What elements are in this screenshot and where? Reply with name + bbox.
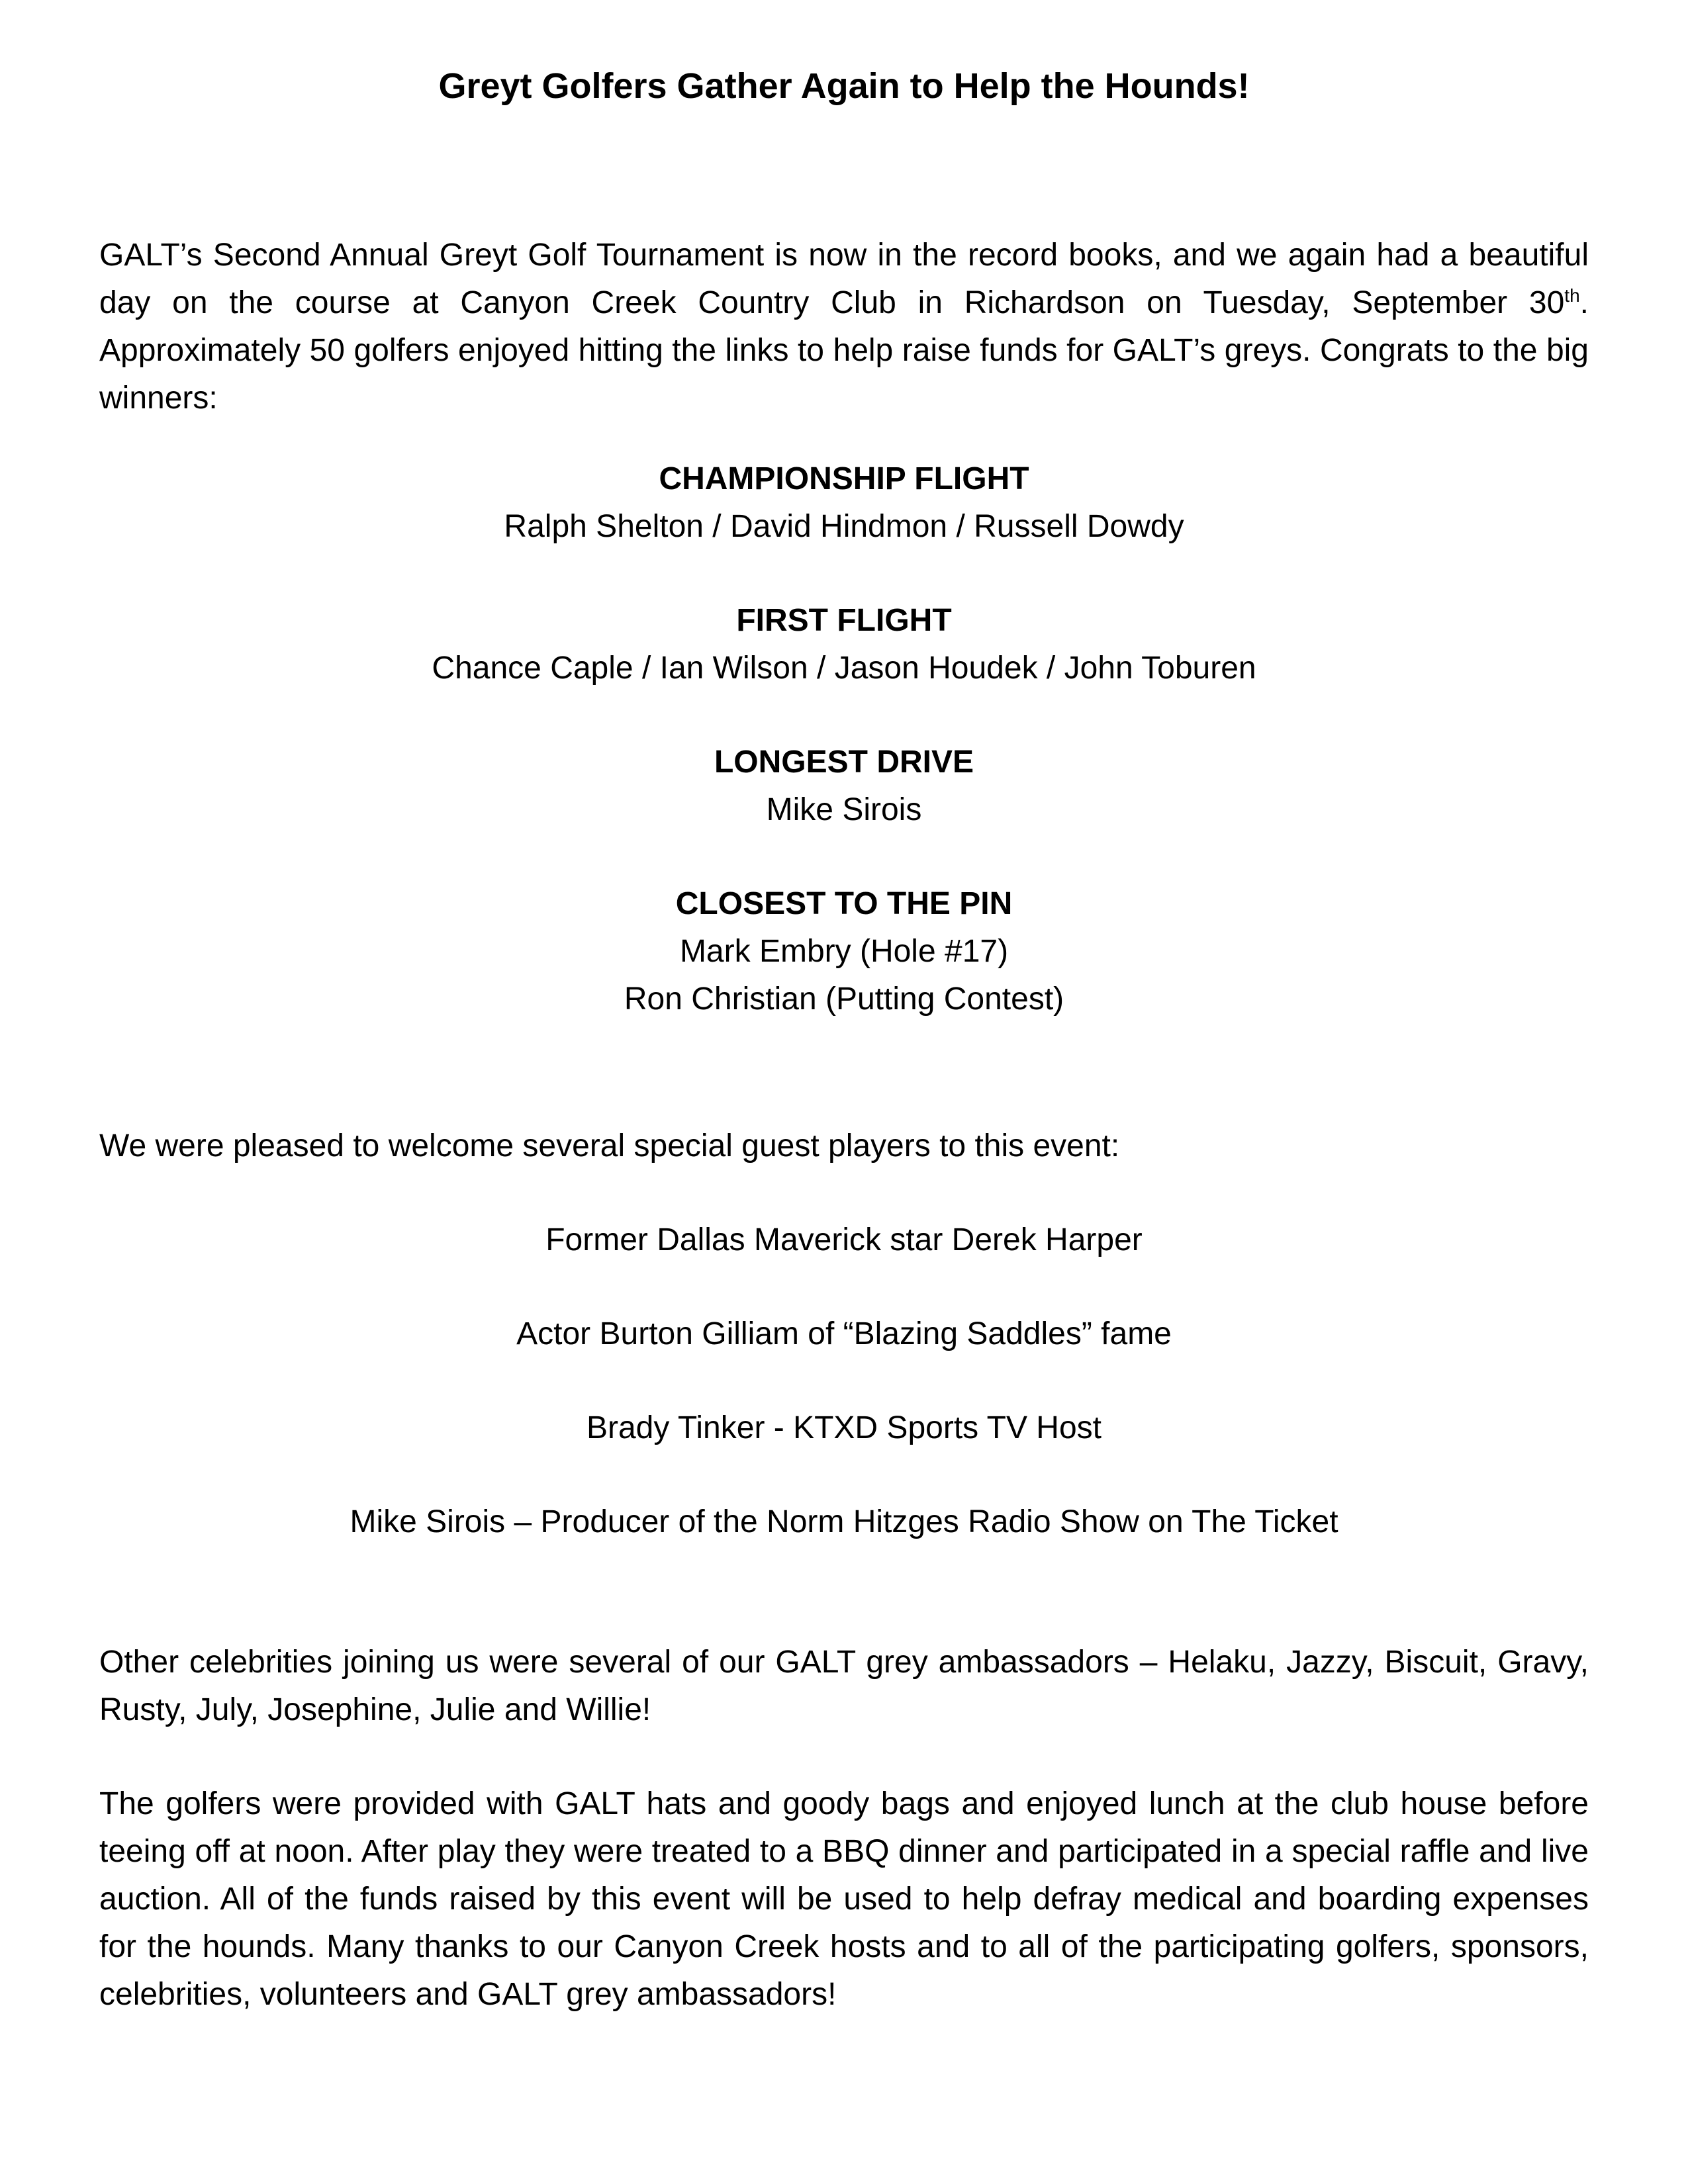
winner-category	[99, 597, 1589, 692]
welcome-paragraph: We were pleased to welcome several special guest players to this event:	[99, 1128, 1120, 1163]
guest-item: Former Dallas Maverick star Derek Harper	[545, 1222, 1143, 1257]
winner-category-heading: LONGEST DRIVE	[714, 745, 974, 780]
winner-category-heading: CLOSEST TO THE PIN	[675, 886, 1013, 921]
document-page	[99, 60, 1589, 2019]
intro-text-part2: . Approximately 50 golfers enjoyed hitting the links to help raise funds for GALT’s greys. Congrats to the big winners:	[99, 285, 1589, 416]
closing-paragraph: The golfers were provided with GALT hats and goody bags and enjoyed lunch at the club house before teeing off at noon. After play they were treated to a BBQ dinner and participated in a special raffle and live auction. All of the funds raised by this event will be used to help defray medical and boarding expenses for the hounds. Many thanks to our Canyon Creek hosts and to all of the participating golfers, sponsors, celebrities, volunteers and GALT grey ambassadors!	[99, 1786, 1589, 2012]
winner-category-heading: CHAMPIONSHIP FLIGHT	[659, 461, 1029, 496]
winner-names: Mark Embry (Hole #17)	[679, 934, 1009, 969]
document-title: Greyt Golfers Gather Again to Help the Hounds!	[438, 66, 1250, 106]
guest-list	[99, 1216, 1589, 1546]
intro-paragraph	[99, 232, 1589, 422]
winner-names: Ralph Shelton / David Hindmon / Russell Dowdy	[504, 509, 1184, 544]
winner-category-heading: FIRST FLIGHT	[736, 603, 952, 638]
celebrities-paragraph: Other celebrities joining us were several of our GALT grey ambassadors – Helaku, Jazzy, Biscuit, Gravy, Rusty, July, Josephine, Julie and Willie!	[99, 1645, 1589, 1727]
guest-item: Brady Tinker - KTXD Sports TV Host	[586, 1410, 1102, 1445]
intro-text-part1: GALT’s Second Annual Greyt Golf Tournament is now in the record books, and we again had a beautiful day on the course at Canyon Creek Country Club in Richardson on Tuesday, September 30	[99, 238, 1589, 320]
winner-category	[99, 455, 1589, 551]
intro-ordinal-suffix: th	[1564, 285, 1580, 306]
winner-category	[99, 739, 1589, 834]
guest-item: Actor Burton Gilliam of “Blazing Saddles” fame	[516, 1316, 1172, 1351]
guest-item: Mike Sirois – Producer of the Norm Hitzges Radio Show on The Ticket	[350, 1504, 1338, 1539]
winner-names: Chance Caple / Ian Wilson / Jason Houdek / John Toburen	[432, 651, 1256, 686]
winner-names: Ron Christian (Putting Contest)	[624, 981, 1064, 1017]
winner-category	[99, 880, 1589, 1023]
winner-names: Mike Sirois	[766, 792, 922, 827]
winners-list	[99, 455, 1589, 1023]
